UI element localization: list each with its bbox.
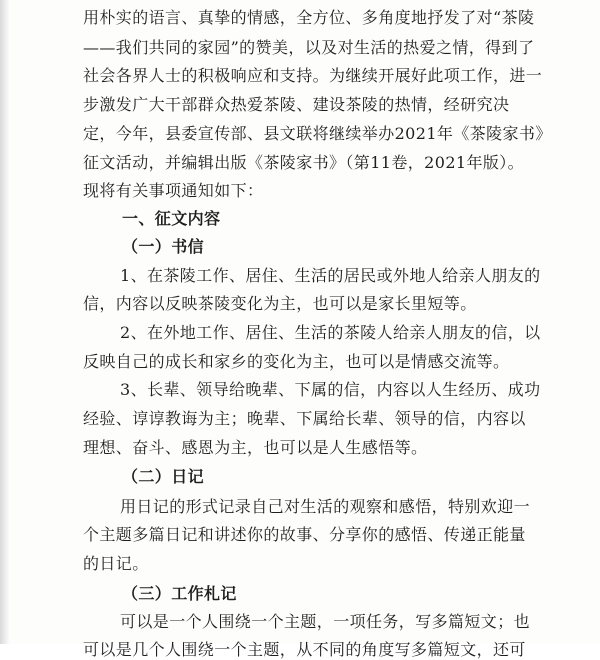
body-line: 信，内容以反映茶陵变化为主，也可以是家长里短等。	[83, 294, 477, 313]
subsection-heading: （二）日记	[122, 467, 205, 486]
body-line: 步激发广大干部群众热爱茶陵、建设茶陵的热情，经研究决	[83, 95, 510, 114]
body-line: 可以是一个人围绕一个主题，一项任务，写多篇短文；也	[120, 612, 531, 631]
body-line: 用朴实的语言、真挚的情感，全方位、多角度地抒发了对“茶陵	[83, 8, 535, 27]
body-line: 用日记的形式记录自己对生活的观察和感悟，特别欢迎一	[120, 497, 531, 516]
page-edge	[0, 0, 10, 644]
body-line: 经验、谆谆教诲为主；晚辈、下属给长辈、领导的信，内容以	[83, 409, 526, 428]
subsection-heading: （一）书信	[122, 237, 205, 256]
body-line: 征文活动，并编辑出版《茶陵家书》（第11卷，2021年版）。	[83, 153, 525, 172]
subsection-heading: （三）工作札记	[122, 584, 237, 603]
section-heading: 一、征文内容	[122, 209, 221, 228]
body-line: 社会各界人士的积极响应和支持。为继续开展好此项工作，进一	[83, 66, 543, 85]
body-line: 可以是几个人围绕一个主题，从不同的角度写多篇短文，还可	[83, 640, 526, 659]
body-line: 个主题多篇日记和讲述你的故事、分享你的感悟、传递正能量	[83, 525, 526, 544]
body-line: 1、在茶陵工作、居住、生活的居民或外地人给亲人朋友的	[120, 266, 541, 285]
body-line: 2、在外地工作、居住、生活的茶陵人给亲人朋友的信，以	[120, 323, 541, 342]
body-line: 的日记。	[83, 554, 149, 573]
body-line: 定，今年，县委宣传部、县文联将继续举办2021年《茶陵家书》	[83, 124, 552, 143]
body-line: ——我们共同的家园”的赞美，以及对生活的热爱之情，得到了	[83, 38, 535, 57]
body-line: 理想、奋斗、感恩为主，也可以是人生感悟等。	[83, 438, 428, 457]
body-line: 3、长辈、领导给晚辈、下属的信，内容以人生经历、成功	[120, 380, 541, 399]
document-page	[10, 0, 600, 659]
body-line: 反映自己的成长和家乡的变化为主，也可以是情感交流等。	[83, 352, 510, 371]
body-line: 现将有关事项通知如下：	[83, 181, 264, 200]
